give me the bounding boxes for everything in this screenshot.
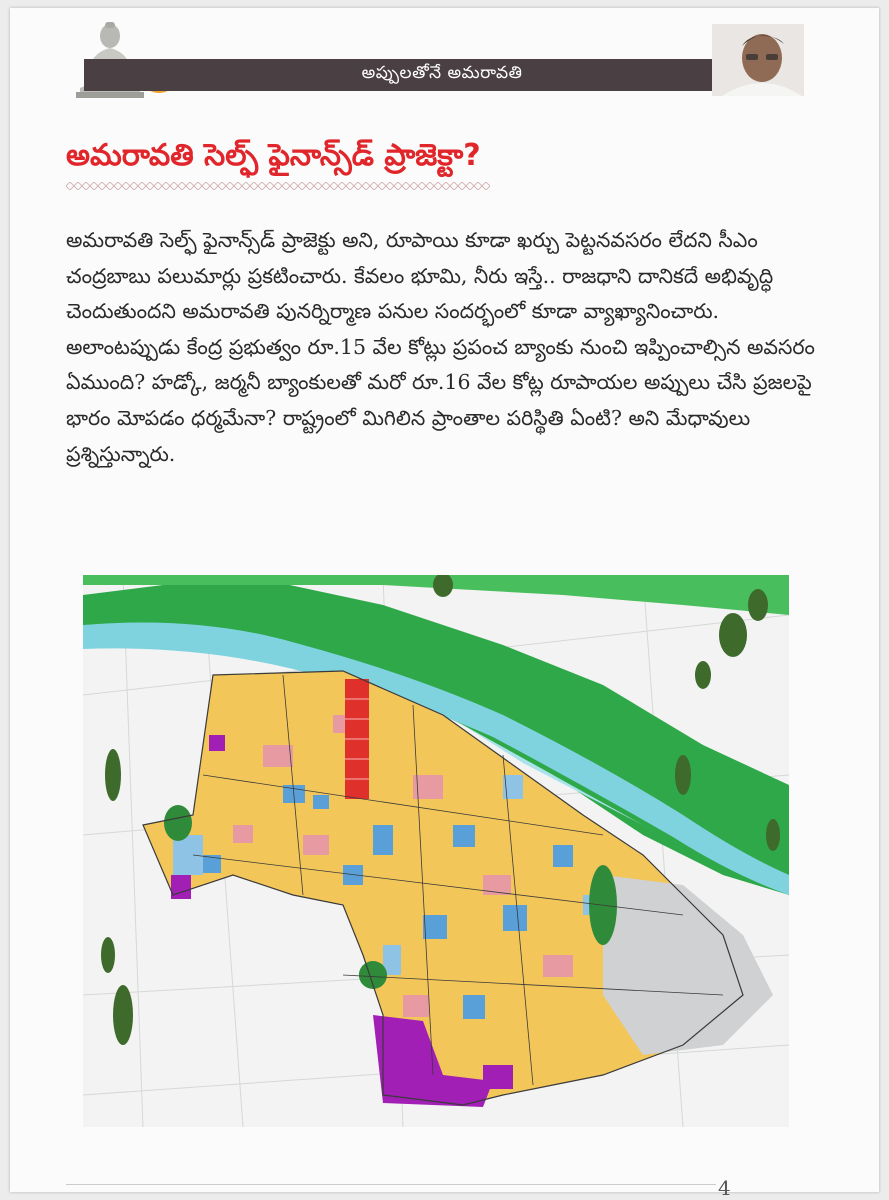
article-title: అమరావతి సెల్ఫ్ ఫైనాన్స్‌డ్ ప్రాజెక్టా? xyxy=(66,138,481,173)
article-body: అమరావతి సెల్ఫ్ ఫైనాన్స్‌డ్ ప్రాజెక్టు అని, రూపాయి కూడా ఖర్చు పెట్టనవసరం లేదని సీఎం చంద్రబాబు పలుమార్లు ప్రకటించారు. కేవలం భూమి, నీరు ఇస్తే.. రాజధాని దానికదే అభివృద్ధి చెందుతుందని అమరావతి పునర్నిర్మాణ పనుల సందర్భంలో కూడా వ్యాఖ్యానించారు. అలాంటప్పుడు కేంద్ర ప్రభుత్వం రూ.15 వేల కోట్లు ప్రపంచ బ్యాంకు నుంచి ఇప్పించాల్సిన అవసరం ఏముంది? హడ్కో, జర్మనీ బ్యాంకులతో మరో రూ.16 వేల కోట్ల రూపాయల అప్పులు చేసి ప్రజలపై భారం మోపడం ధర్మమేనా? రాష్ట్రంలో మిగిలిన ప్రాంతాల పరిస్థితి ఏంటి? అని మేధావులు ప్రశ్నిస్తున్నారు. xyxy=(66,228,815,466)
header-title: అప్పులతోనే అమరావతి xyxy=(361,63,523,83)
page-number: 4 xyxy=(718,1176,731,1200)
decorative-underline xyxy=(66,182,490,190)
amaravati-master-plan-map xyxy=(83,575,789,1127)
footer-rule xyxy=(66,1184,716,1185)
header-bar xyxy=(84,59,800,91)
portrait-photo xyxy=(712,24,804,96)
